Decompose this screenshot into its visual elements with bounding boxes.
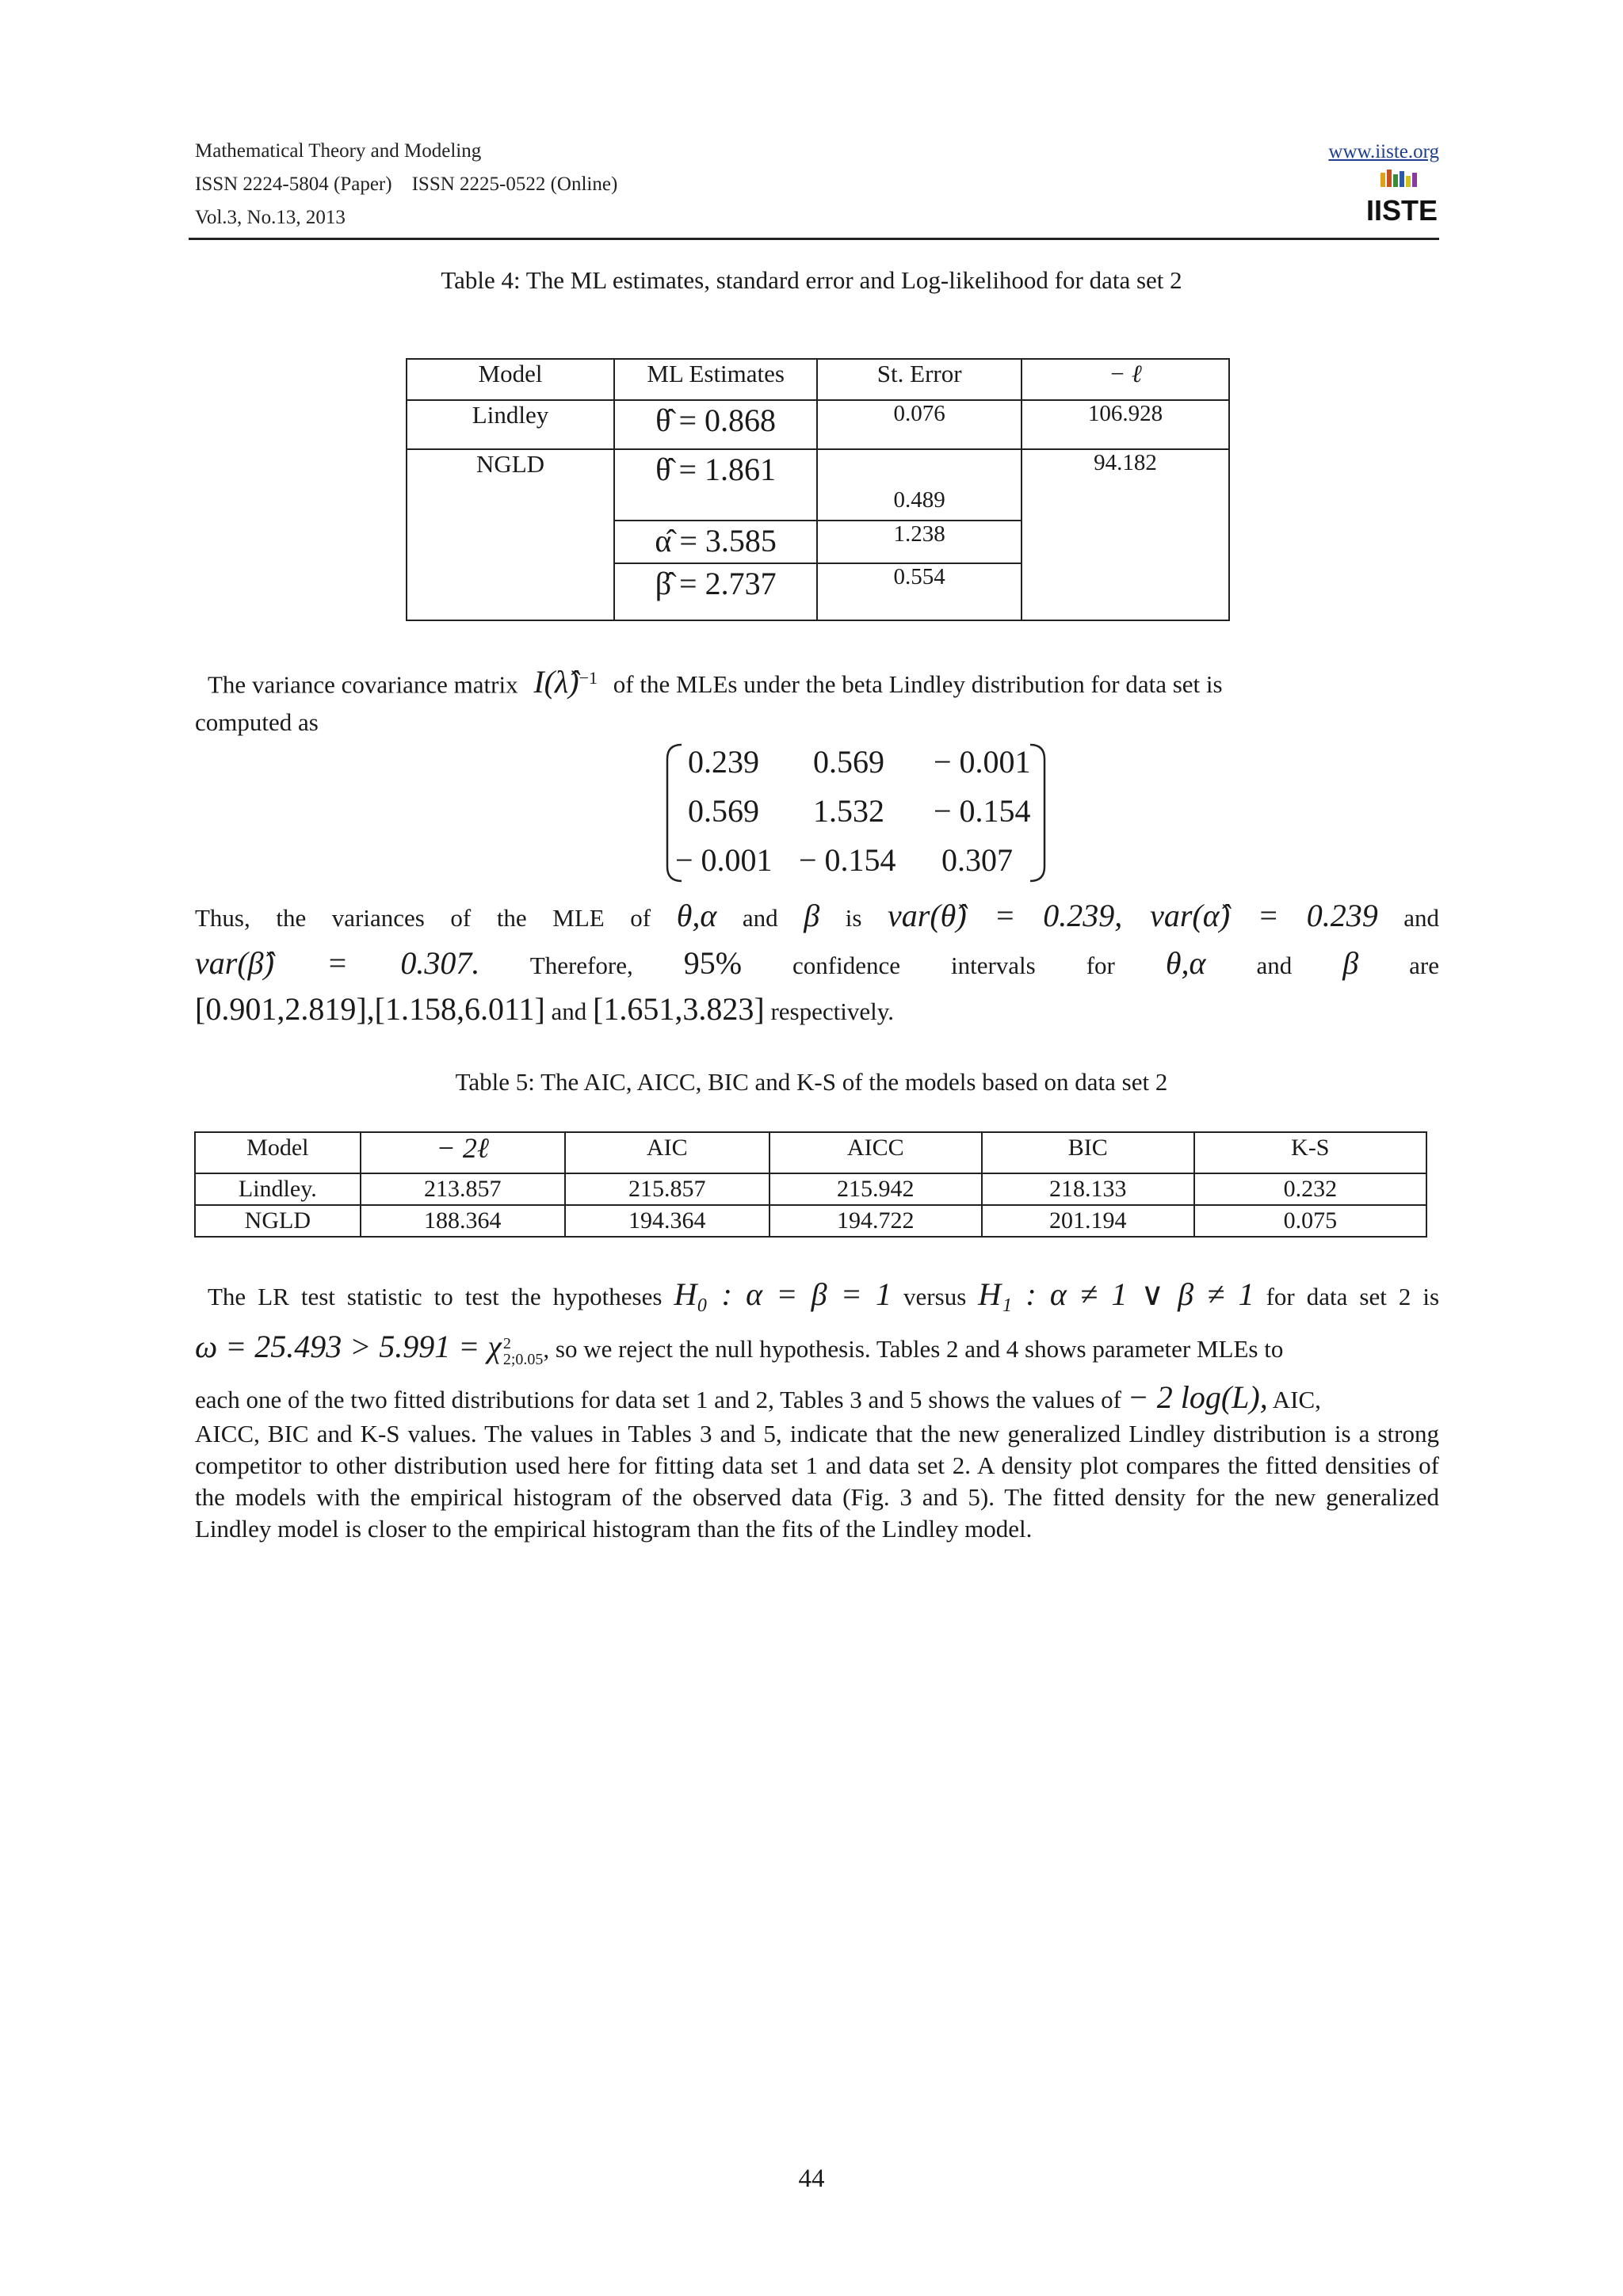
table4-row1-model: Lindley <box>407 400 614 449</box>
lr-test-rest: AICC, BIC and K-S values. The values in Tables 3 and 5, indicate that the new generalized Lindley distribution is a strong competitor to other distribution used here for fitting data set 1 and data set 2. A density plot compares the fitted densities of the models with the empirical histogram of the observed data (Fig. 3 and 5). The fitted density for the new generalized Lindley model is closer to the empirical histogram than the fits of the Lindley model. <box>195 1420 1439 1543</box>
inverse-info-matrix: I(λ̂) <box>533 664 579 700</box>
p2-word: variances <box>331 904 425 932</box>
table4-header-se: St. Error <box>817 359 1022 400</box>
covariance-matrix <box>666 742 1046 884</box>
table5-header-aic: AIC <box>565 1132 769 1173</box>
matrix-r1c3: − 0.001 <box>934 744 1031 780</box>
table4-row4-se: 0.554 <box>817 563 1022 620</box>
p3-omega: ω = 25.493 > 5.991 = χ <box>195 1329 502 1364</box>
p2-ci-theta-alpha: [0.901,2.819],[1.158,6.011] <box>195 991 545 1027</box>
lr-test-line2 <box>195 1331 1439 1367</box>
table5 <box>194 1131 1427 1238</box>
p3-m2loglik: − 2 log(L), <box>1127 1379 1268 1415</box>
para1-text-b: of the MLEs under the beta Lindley distribution for data set is <box>613 670 1223 699</box>
volume-line: Vol.3, No.13, 2013 <box>195 207 346 228</box>
table4-row2-negloglik: 94.182 <box>1022 449 1229 620</box>
p2-theta-alpha: θ,α <box>676 898 717 933</box>
table5-header-m2ll: − 2ℓ <box>361 1132 565 1173</box>
matrix-r2c2: 1.532 <box>813 793 884 829</box>
table4-row1-negloglik: 106.928 <box>1022 400 1229 449</box>
p3-chi-sup: 2 <box>502 1334 511 1352</box>
table5-caption: Table 5: The AIC, AICC, BIC and K-S of the models based on data set 2 <box>455 1068 1168 1096</box>
p3-h0: H₀ : α = β = 1 <box>674 1276 892 1312</box>
table5-cell: 213.857 <box>361 1173 565 1205</box>
table4-row3-se: 1.238 <box>817 521 1022 563</box>
p2-word: Thus, <box>195 904 250 932</box>
table5-header-aicc: AICC <box>769 1132 982 1173</box>
lr-test-line3 <box>195 1379 1439 1416</box>
table4-header-estimates: ML Estimates <box>614 359 817 400</box>
table5-cell: 188.364 <box>361 1205 565 1237</box>
table4-row2-se: 0.489 <box>817 449 1022 521</box>
table4-row2-estimate: θ̂ = 1.861 <box>614 449 817 521</box>
lr-test-line1 <box>208 1276 1440 1313</box>
p3-text: The LR test statistic to test the hypotheses <box>208 1283 663 1310</box>
p2-word: the <box>276 904 307 932</box>
p2-word: of <box>450 904 472 932</box>
p2-word: and <box>551 997 587 1025</box>
p2-word: of <box>630 904 651 932</box>
para1-text-a: The variance covariance matrix <box>208 670 518 699</box>
matrix-r3c1: − 0.001 <box>675 842 773 878</box>
matrix-r1c1: 0.239 <box>688 744 759 780</box>
p2-word: and <box>1403 904 1440 932</box>
table4 <box>406 358 1230 621</box>
p3-text: for data set 2 is <box>1266 1283 1440 1310</box>
p2-word: Therefore, <box>529 952 633 979</box>
table4-header-negloglik: − ℓ <box>1022 359 1229 400</box>
table5-cell: NGLD <box>195 1205 361 1237</box>
variance-paragraph-line1 <box>208 662 1452 700</box>
p3-text: AIC, <box>1272 1386 1321 1413</box>
p2-word: for <box>1086 952 1115 979</box>
header-rule <box>189 238 1439 240</box>
table5-cell: 215.942 <box>769 1173 982 1205</box>
p2-word: confidence <box>792 952 900 979</box>
matrix-r2c1: 0.569 <box>688 793 759 829</box>
p2-word: and <box>1256 952 1293 979</box>
table4-row4-estimate: β̂ = 2.737 <box>614 563 817 620</box>
p2-word: and <box>742 904 778 932</box>
p3-text: , so we reject the null hypothesis. Tables 2 and 4 shows parameter MLEs to <box>543 1335 1284 1363</box>
table4-row3-estimate: α̂ = 3.585 <box>614 521 817 563</box>
table4-row1-estimate: θ̂ = 0.868 <box>614 400 817 449</box>
table5-cell: 194.364 <box>565 1205 769 1237</box>
p2-theta-alpha: θ,α <box>1165 945 1206 981</box>
p2-beta: β <box>804 898 820 933</box>
table5-cell: 194.722 <box>769 1205 982 1237</box>
issn-line: ISSN 2224-5804 (Paper) ISSN 2225-0522 (Online) <box>195 174 618 195</box>
matrix-r3c2: − 0.154 <box>799 842 896 878</box>
table5-cell: 215.857 <box>565 1173 769 1205</box>
table5-cell: 0.075 <box>1194 1205 1426 1237</box>
p2-word: MLE <box>552 904 605 932</box>
table4-row2-model: NGLD <box>407 449 614 620</box>
table4-header-model: Model <box>407 359 614 400</box>
table4-row1-se: 0.076 <box>817 400 1022 449</box>
table4-caption: Table 4: The ML estimates, standard error and Log-likelihood for data set 2 <box>441 266 1182 294</box>
table5-header-model: Model <box>195 1132 361 1173</box>
table5-header-bic: BIC <box>982 1132 1194 1173</box>
table5-cell: 201.194 <box>982 1205 1194 1237</box>
table5-cell: Lindley. <box>195 1173 361 1205</box>
matrix-r1c2: 0.569 <box>813 744 884 780</box>
p2-word: the <box>496 904 527 932</box>
logo-text: IISTE <box>1365 194 1438 227</box>
p3-h1: H₁ : α ≠ 1 ∨ β ≠ 1 <box>978 1276 1254 1312</box>
p2-word: respectively. <box>770 997 894 1025</box>
p2-word: are <box>1409 952 1439 979</box>
iiste-logo-graphic <box>1365 168 1438 227</box>
journal-url-link[interactable]: www.iiste.org <box>1328 141 1439 162</box>
para1-text-c: computed as <box>195 708 319 736</box>
p3-chi-sub: 2;0.05 <box>502 1350 544 1368</box>
variances-line2 <box>195 945 1439 982</box>
p2-word: intervals <box>950 952 1036 979</box>
iiste-logo <box>1365 168 1438 227</box>
table5-cell: 218.133 <box>982 1173 1194 1205</box>
p3-text: versus <box>903 1283 967 1310</box>
inverse-sup: −1 <box>579 668 598 688</box>
journal-title: Mathematical Theory and Modeling <box>195 140 482 162</box>
page-number: 44 <box>798 2164 825 2193</box>
p2-beta: β <box>1342 945 1359 981</box>
matrix-r3c3: 0.307 <box>941 842 1013 878</box>
p2-var-theta-alpha: var(θ̂) = 0.239, var(α̂) = 0.239 <box>888 898 1378 933</box>
table5-header-ks: K-S <box>1194 1132 1426 1173</box>
matrix-r2c3: − 0.154 <box>934 793 1031 829</box>
p3-text: each one of the two fitted distributions for data set 1 and 2, Tables 3 and 5 shows the values of <box>195 1386 1121 1413</box>
p2-var-beta: var(β̂) = 0.307. <box>195 945 480 981</box>
p2-ci-beta: [1.651,3.823] <box>593 991 765 1027</box>
p2-word: is <box>845 904 862 932</box>
variances-line3 <box>195 991 1439 1028</box>
variances-line1 <box>195 900 1439 934</box>
p2-percent: 95% <box>683 945 743 981</box>
table5-cell: 0.232 <box>1194 1173 1426 1205</box>
